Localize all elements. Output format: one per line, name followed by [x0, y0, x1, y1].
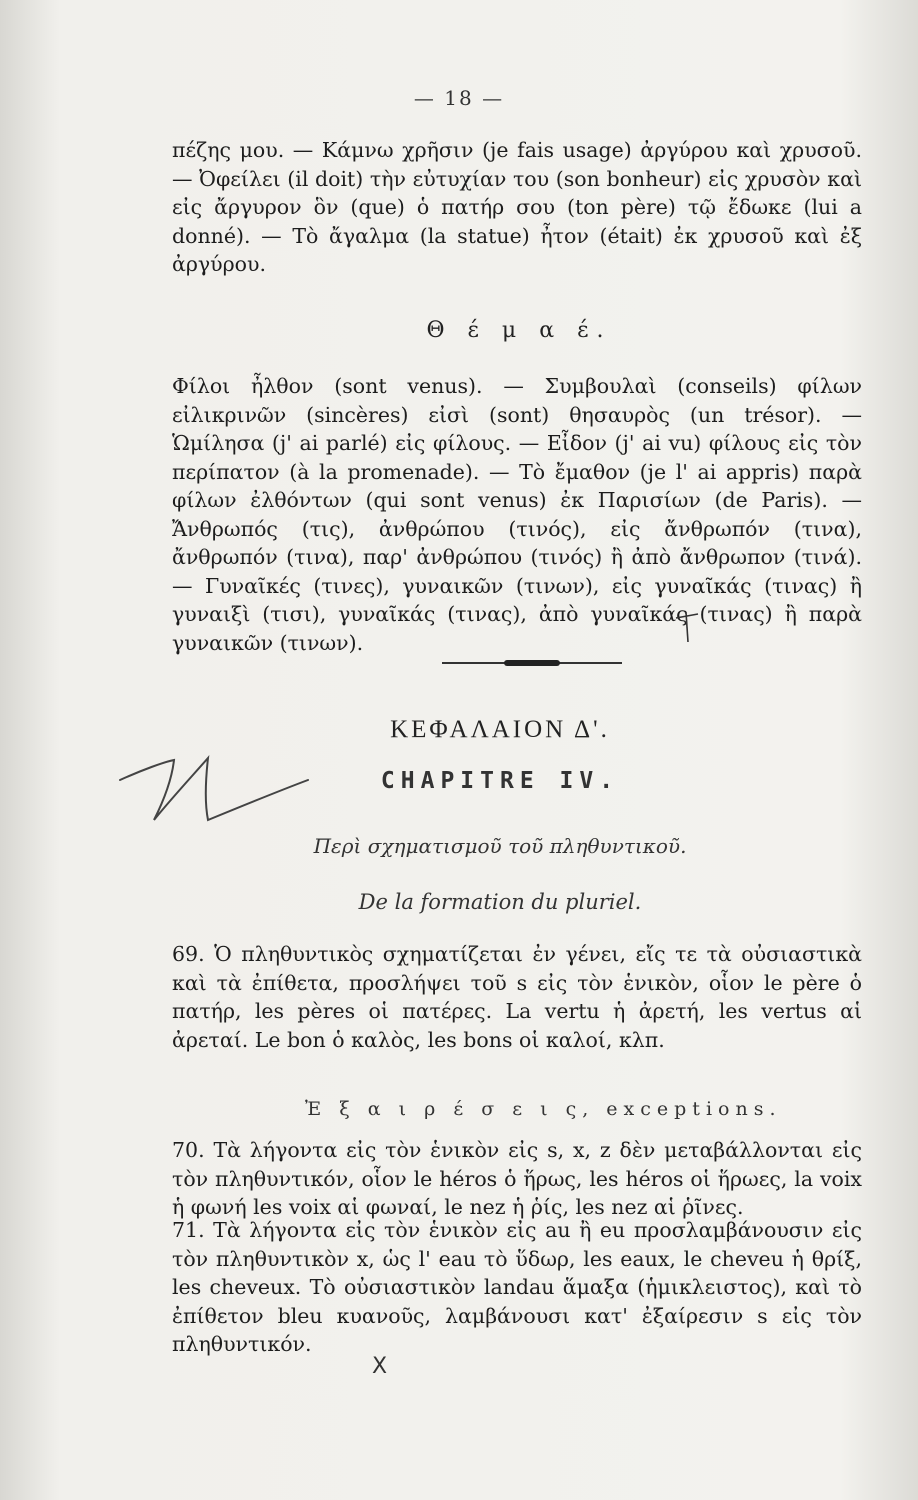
page-number: — 18 —: [413, 86, 505, 110]
paragraph-69: 69. Ὁ πληθυντικὸς σχηματίζεται ἐν γένει, εἴς τε τὰ οὐσιαστικὰ καὶ τὰ ἐπίθετα, προσλήψει τοῦ s εἰς τὸν ἑνικὸν, οἷον le père ὁ πατήρ, les pères οἱ πατέρες. La vertu ἡ ἀρετή, les vertus αἱ ἀρεταί. Le bon ὁ καλὸς, les bons οἱ καλοί, κλπ.: [172, 942, 862, 1052]
handwritten-cross-mark: [672, 610, 702, 644]
paragraph-71: 71. Τὰ λήγοντα εἰς τὸν ἑνικὸν εἰς au ἢ eu προσλαμβάνουσιν εἰς τὸν πληθυντικὸν x, ὡς l' eau τὸ ὕδωρ, les eaux, le cheveu ἡ θρίξ, les cheveux. Τὸ οὐσιαστικὸν landau ἅμαξα (ἡμικλειστος), καὶ τὸ ἐπίθετον bleu κυανοῦς, λαμβάνουσι κατ' ἐξαίρεσιν s εἰς τὸν πληθυντικόν.: [172, 1218, 862, 1356]
section-divider-rule: [442, 662, 622, 664]
handwritten-scribble: [112, 740, 312, 830]
chapter-title-greek: ΚΕΦΑΛΑΙΟΝ Δ'.: [390, 716, 610, 743]
subtitle-french: De la formation du pluriel.: [358, 890, 642, 914]
subtitle-greek: Περὶ σχηματισμοῦ τοῦ πληθυντικοῦ.: [313, 834, 687, 858]
chapter-title-french: CHAPITRE IV.: [380, 768, 620, 794]
handwritten-x-mark: X: [372, 1354, 388, 1379]
theme-heading: Θ έ μ α έ.: [426, 318, 612, 343]
paragraph-70: 70. Τὰ λήγοντα εἰς τὸν ἑνικὸν εἰς s, x, z δὲν μεταβάλλονται εἰς τὸν πληθυντικόν, οἷον le héros ὁ ἥρως, les héros οἱ ἥρωες, la voix ἡ φωνή les voix αἱ φωναί, le nez ἡ ῥίς, les nez αἱ ῥῖνες.: [172, 1138, 862, 1219]
paragraph-opening: πέζης μου. — Κάμνω χρῆσιν (je fais usage) ἀργύρου καὶ χρυσοῦ. — Ὀφείλει (il doit) τὴν εὐτυχίαν του (son bonheur) εἰς χρυσὸν καὶ εἰς ἄργυρον ὃν (que) ὁ πατήρ σου (ton père) τῷ ἔδωκε (lui a donné). — Τὸ ἄγαλμα (la statue) ἦτον (était) ἐκ χρυσοῦ καὶ ἐξ ἀργύρου.: [172, 138, 862, 276]
paragraph-theme: Φίλοι ἦλθον (sont venus). — Συμβουλαὶ (conseils) φίλων εἰλικρινῶν (sincères) εἰσὶ (sont) θησαυρὸς (un trésor). — Ὡμίλησα (j' ai parlé) εἰς φίλους. — Εἶδον (j' ai vu) φίλους εἰς τὸν περίπατον (à la promenade). — Τὸ ἔμαθον (je l' ai appris) παρὰ φίλων ἐλθόντων (qui sont venus) ἐκ Παρισίων (de Paris). — Ἄνθρωπός (τις), ἀνθρώπου (τινός), εἰς ἄνθρωπόν (τινα), ἄνθρωπόν (τινα), παρ' ἀνθρώπου (τινός) ἢ ἀπὸ ἄνθρωπον (τινά). — Γυναῖκές (τινες), γυναικῶν (τινων), εἰς γυναῖκάς (τινας) ἢ γυναιξὶ (τισι), γυναῖκάς (τινας), ἀπὸ γυναῖκάς (τινας) ἢ παρὰ γυναικῶν (τινων).: [172, 374, 862, 655]
exceptions-heading: Ἐ ξ α ι ρ έ σ ε ι ς, exceptions.: [305, 1098, 782, 1120]
